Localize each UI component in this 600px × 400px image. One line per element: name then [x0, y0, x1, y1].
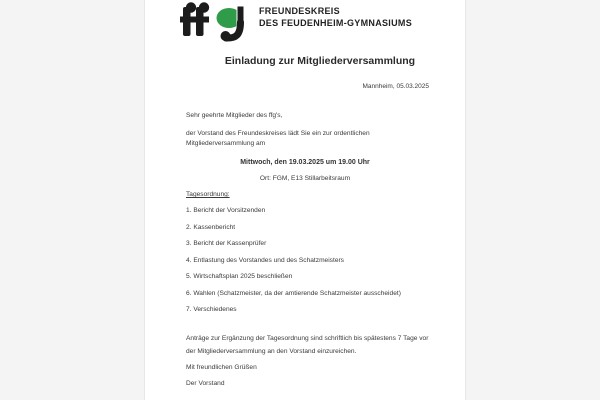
ffg-logo-mark-icon — [180, 2, 252, 44]
intro-line2: Mitgliederversammlung am — [186, 140, 266, 147]
logo-org-line2: DES FEUDENHEIM-GYMNASIUMS — [259, 18, 413, 28]
logo-org-line1: FREUNDESKREIS — [259, 6, 340, 16]
salutation: Sehr geehrte Mitglieder des ffg's, — [186, 111, 283, 119]
agenda-item-6: 6. Wahlen (Schatzmeister, da der amtierende Schatzmeister ausscheidet) — [186, 289, 401, 297]
note-line1: Anträge zur Ergänzung der Tagesordnung sind schriftlich bis spätestens 7 Tage vor — [186, 334, 429, 342]
note-line2: der Mitgliederversammlung an den Vorstand einzureichen. — [186, 347, 357, 355]
agenda-item-2: 2. Kassenbericht — [186, 223, 236, 231]
agenda-item-4: 4. Entlastung des Vorstandes und des Schatzmeisters — [186, 256, 344, 264]
agenda-item-3: 3. Bericht der Kassenprüfer — [186, 240, 267, 247]
ffg-logo — [180, 2, 252, 44]
meeting-datetime: Mittwoch, den 19.03.2025 um 19.00 Uhr — [240, 158, 370, 166]
agenda-item-7: 7. Verschiedenes — [186, 306, 237, 313]
logo-org-name — [259, 5, 412, 29]
agenda-heading: Tagesordnung: — [186, 191, 230, 198]
agenda-item-1: 1. Bericht der Vorsitzenden — [186, 207, 266, 214]
intro-line1: der Vorstand des Freundeskreises lädt Sie ein zur ordentlichen — [186, 129, 370, 137]
place-date-line: Mannheim, 05.03.2025 — [362, 83, 429, 90]
signature: Der Vorstand — [186, 380, 225, 387]
closing: Mit freundlichen Grüßen — [186, 363, 257, 371]
document-title: Einladung zur Mitgliederversammlung — [224, 55, 416, 67]
meeting-location: Ort: FGM, E13 Stillarbeitsraum — [259, 174, 351, 182]
letter-page — [144, 0, 466, 400]
agenda-item-5: 5. Wirtschaftsplan 2025 beschließen — [186, 273, 293, 280]
